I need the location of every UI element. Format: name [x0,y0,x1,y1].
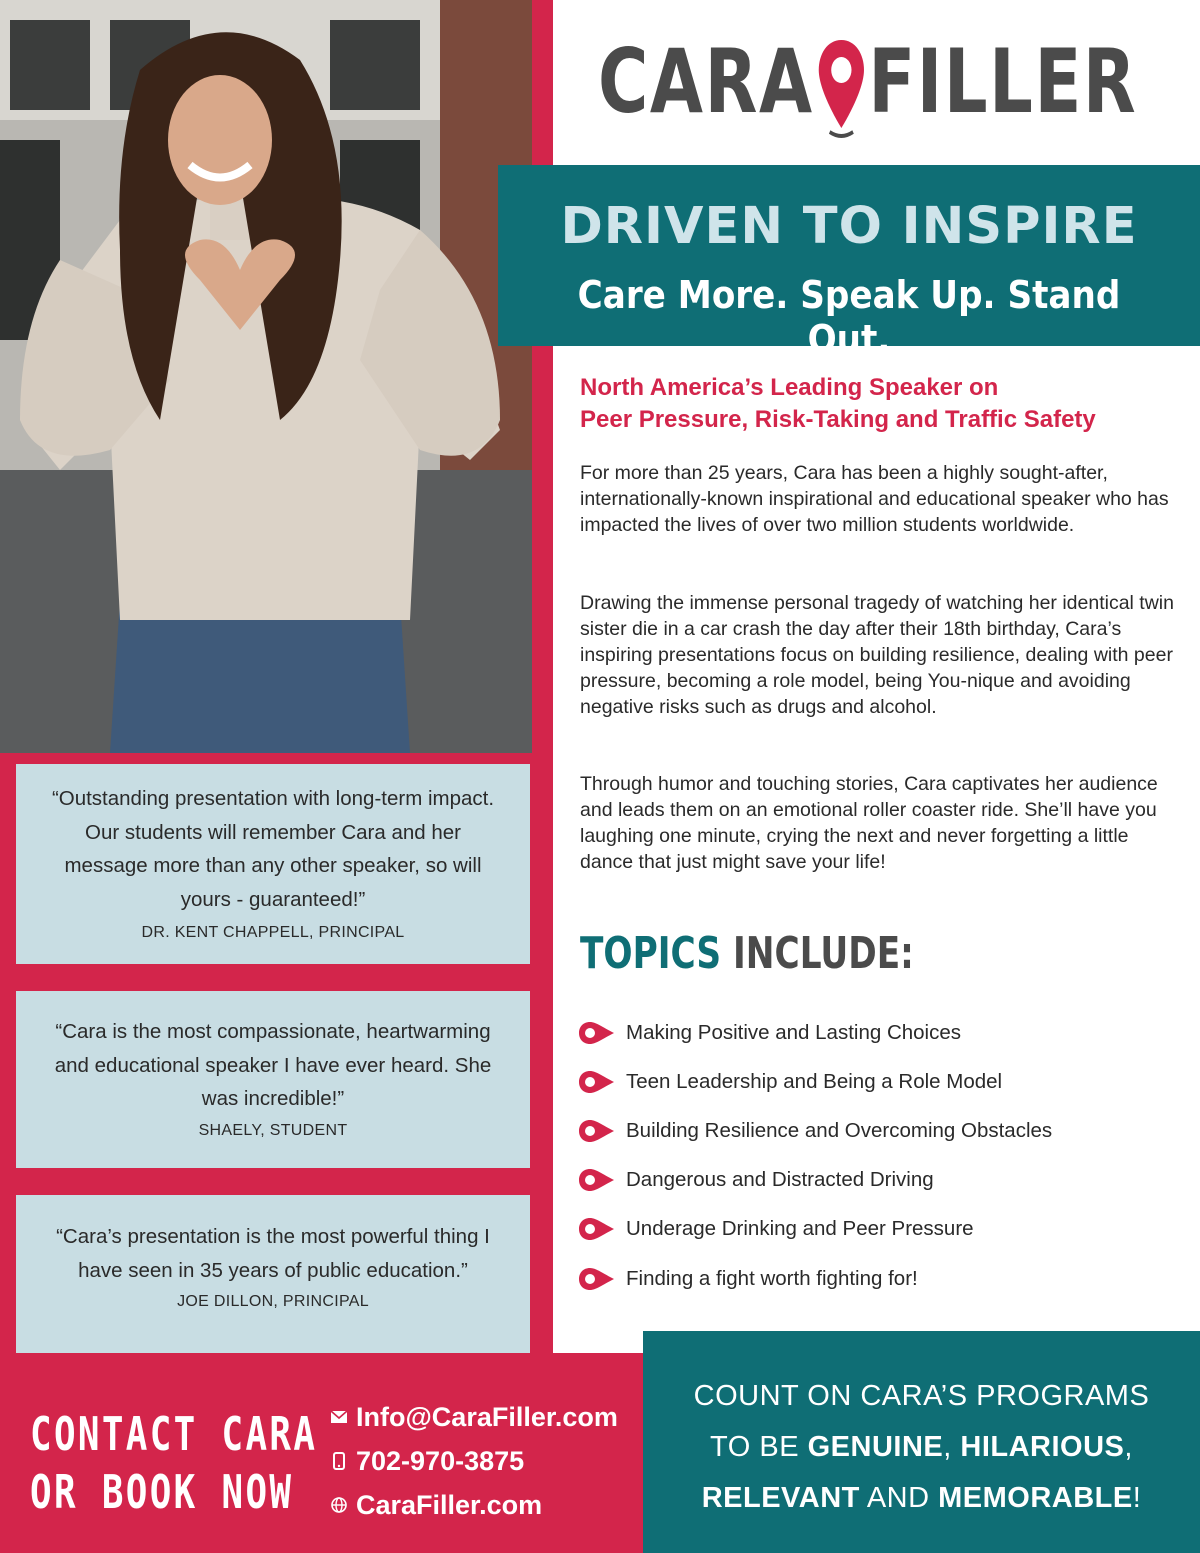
topic-label: Making Positive and Lasting Choices [626,1020,962,1044]
contact-phone-link[interactable] [330,1439,618,1483]
closing-banner [643,1331,1200,1553]
intro-subhead [580,372,1190,436]
topic-label: Teen Leadership and Being a Role Model [626,1069,1003,1093]
list-item [578,1156,1188,1205]
intro-subhead-line1: North America’s Leading Speaker on [580,374,999,401]
logo-word-right: FILLER [868,29,1138,133]
contact-website: CaraFiller.com [356,1489,543,1520]
phone-icon [330,1452,348,1470]
closing-text-fragment: , [943,1431,961,1463]
topic-label: Underage Drinking and Peer Pressure [626,1217,974,1241]
closing-emphasis-memorable: MEMORABLE [938,1482,1133,1514]
closing-emphasis-hilarious: HILARIOUS [960,1431,1125,1463]
intro-paragraph-2: Drawing the immense personal tragedy of watching her identical twin sister die in a car crash the day after their 18th birthday, Cara’s inspiring presentations focus on building resilience, dealing with peer pressure, becoming a role model, being You-nique and avoiding negative risks such as drugs and alcohol. [580,592,1174,718]
hero-banner [498,165,1200,361]
closing-text-fragment: , [1124,1431,1133,1463]
topics-heading-part1: TOPICS [580,928,722,979]
contact-phone: 702-970-3875 [356,1445,525,1476]
intro-paragraph-3: Through humor and touching stories, Cara captivates her audience and leads them on an emotional roller coaster ride. She’ll have you laughing one minute, crying the next and never forgetting a little dance that just might save your life! [580,773,1158,873]
contact-heading [30,1405,317,1521]
contact-website-link[interactable] [330,1483,618,1527]
testimonial-author: DR. KENT CHAPPELL, PRINCIPAL [141,924,405,941]
list-item [578,1254,1188,1303]
contact-heading-line1: CONTACT CARA [30,1407,318,1461]
logo-word-left: CARA [598,29,814,133]
topics-heading [580,928,914,979]
testimonial-quote: “Cara is the most compassionate, heartwarming and educational speaker I have ever heard. She was incredible!” [54,1020,492,1110]
testimonial-author: JOE DILLON, PRINCIPAL [177,1293,369,1310]
closing-text-fragment: ! [1132,1482,1142,1514]
testimonial-quote: “Outstanding presentation with long-term impact. Our students will remember Cara and her message more than any other speaker, so will yours - guaranteed!” [51,787,495,911]
envelope-icon [330,1408,348,1426]
testimonial-card [16,991,530,1168]
closing-text-fragment: TO BE [710,1431,808,1463]
map-pin-icon [815,36,866,140]
topic-label: Building Resilience and Overcoming Obstacles [626,1118,1053,1142]
pin-bullet-icon [578,1069,616,1095]
closing-text-fragment: AND [859,1482,939,1514]
globe-icon [330,1496,348,1514]
pin-bullet-icon [578,1167,616,1193]
contact-heading-line2: OR BOOK NOW [30,1465,294,1519]
closing-text [643,1371,1200,1524]
testimonial-author: SHAELY, STUDENT [198,1121,348,1139]
topic-label: Finding a fight worth fighting for! [626,1266,918,1290]
contact-details [330,1395,618,1527]
testimonial-card [16,1195,530,1370]
hero-title: DRIVEN TO INSPIRE [560,197,1138,256]
closing-line-3 [643,1473,1200,1524]
pin-bullet-icon [578,1118,616,1144]
topics-list [578,1008,1188,1303]
brand-logo [598,30,1138,140]
closing-line-2 [643,1422,1200,1473]
pin-bullet-icon [578,1216,616,1242]
topics-heading-part2: INCLUDE: [733,928,914,979]
intro-subhead-line2: Peer Pressure, Risk-Taking and Traffic Safety [580,406,1096,433]
logo-text [598,30,1137,140]
closing-line-1: COUNT ON CARA’S PROGRAMS [693,1380,1150,1412]
list-item [578,1205,1188,1254]
contact-email: Info@CaraFiller.com [356,1401,618,1432]
closing-emphasis-relevant: RELEVANT [701,1482,860,1514]
list-item [578,1057,1188,1106]
speaker-photo [0,0,532,753]
list-item [578,1106,1188,1155]
testimonial-card [16,764,530,964]
list-item [578,1008,1188,1057]
hero-tagline: Care More. Speak Up. Stand Out. [577,273,1121,361]
pin-bullet-icon [578,1020,616,1046]
pin-bullet-icon [578,1266,616,1292]
closing-emphasis-genuine: GENUINE [807,1431,944,1463]
contact-email-link[interactable] [330,1395,618,1439]
speaker-photo-illustration [0,0,532,753]
topic-label: Dangerous and Distracted Driving [626,1168,934,1192]
intro-paragraph-1: For more than 25 years, Cara has been a highly sought-after, internationally-known inspirational and educational speaker who has impacted the lives of over two million students worldwide. [580,462,1169,536]
testimonial-quote: “Cara’s presentation is the most powerful thing I have seen in 35 years of public education.” [56,1225,490,1282]
contact-footer [0,1353,643,1553]
